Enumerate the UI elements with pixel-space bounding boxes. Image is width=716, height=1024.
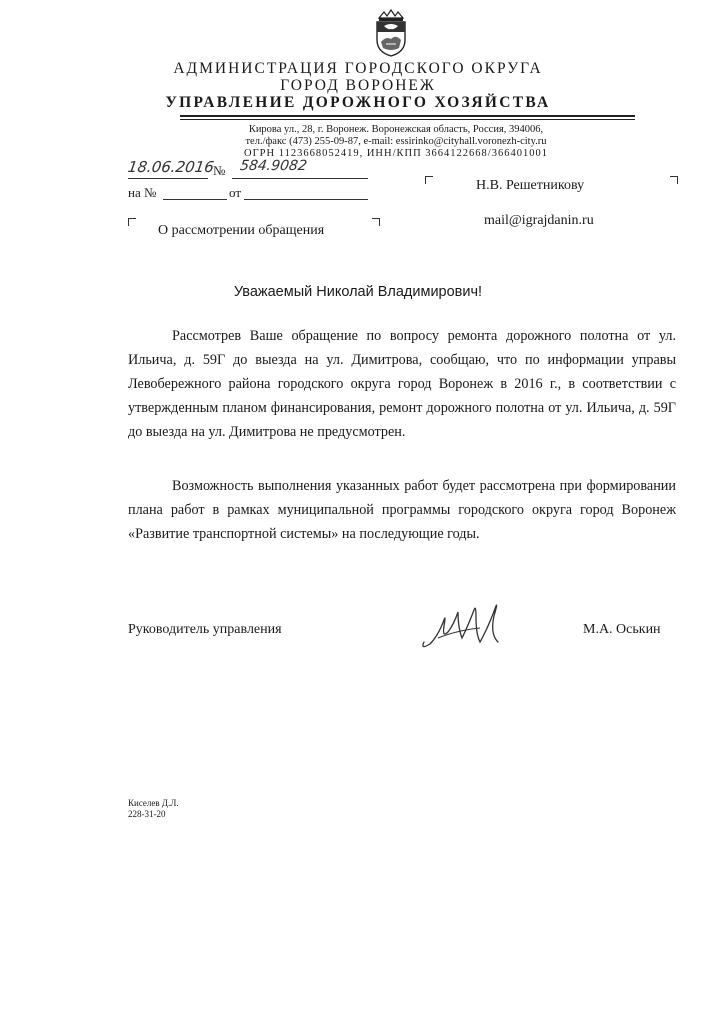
letter-subject: О рассмотрении обращения <box>158 223 325 238</box>
body-paragraph-1 <box>128 324 676 444</box>
date-underline <box>128 178 208 179</box>
number-label: № <box>213 163 226 178</box>
org-registry: ОГРН 1123668052419, ИНН/КПП 3664122668/366401001 <box>244 148 548 159</box>
org-line-1: АДМИНИСТРАЦИЯ ГОРОДСКОГО ОКРУГА <box>173 60 543 77</box>
outgoing-date: 18.06.2016 <box>126 158 216 176</box>
recipient-corner-right <box>670 176 678 184</box>
header-rule-thick <box>180 115 635 117</box>
handwritten-signature <box>418 598 508 653</box>
signer-role: Руководитель управления <box>128 622 282 637</box>
paragraph-text: Рассмотрев Ваше обращение по вопросу ремонта дорожного полотна от ул. Ильича, д. 59Г до выезда на ул. Димитрова, сообщаю, что по информации управы Левобережного района городского округа город Воронеж в 2016 г., в соответствии с утвержденным планом финансирования, ремонт дорожного полотна от ул. Ильича, д. 59Г до выезда на ул. Димитрова не предусмотрен. <box>128 328 676 440</box>
recipient-corner-left <box>425 176 433 184</box>
header-rule-thin <box>180 119 635 120</box>
org-address: Кирова ул., 28, г. Воронеж. Воронежская область, Россия, 394006, <box>248 124 544 135</box>
outgoing-number: 584.9082 <box>238 158 308 174</box>
greeting: Уважаемый Николай Владимирович! <box>233 284 483 300</box>
body-paragraph-2 <box>128 474 676 546</box>
executor-name: Киселев Д.Л. <box>128 798 179 808</box>
ref-date-label: от <box>229 185 242 200</box>
subject-corner-left <box>128 218 136 226</box>
org-department: УПРАВЛЕНИЕ ДОРОЖНОГО ХОЗЯЙСТВА <box>165 94 551 111</box>
ref-number-label: на № <box>128 185 157 200</box>
coat-of-arms-icon <box>372 8 410 58</box>
org-line-2: ГОРОД ВОРОНЕЖ <box>280 77 436 94</box>
number-underline <box>232 178 368 179</box>
paragraph-text: Возможность выполнения указанных работ будет рассмотрена при формировании плана работ в рамках муниципальной программы городского округа город Воронеж «Развитие транспортной системы» на последующие годы. <box>128 478 676 542</box>
recipient-name: Н.В. Решетникову <box>476 178 585 193</box>
signer-name: М.А. Оськин <box>583 622 661 637</box>
org-contacts: тел./факс (473) 255-09-87, e-mail: essirinko@cityhall.voronezh-city.ru <box>245 136 547 147</box>
ref-number-underline <box>163 199 227 200</box>
subject-corner-right <box>372 218 380 226</box>
ref-date-underline <box>244 199 368 200</box>
recipient-email: mail@igrajdanin.ru <box>484 213 594 228</box>
executor-phone: 228-31-20 <box>128 809 166 819</box>
